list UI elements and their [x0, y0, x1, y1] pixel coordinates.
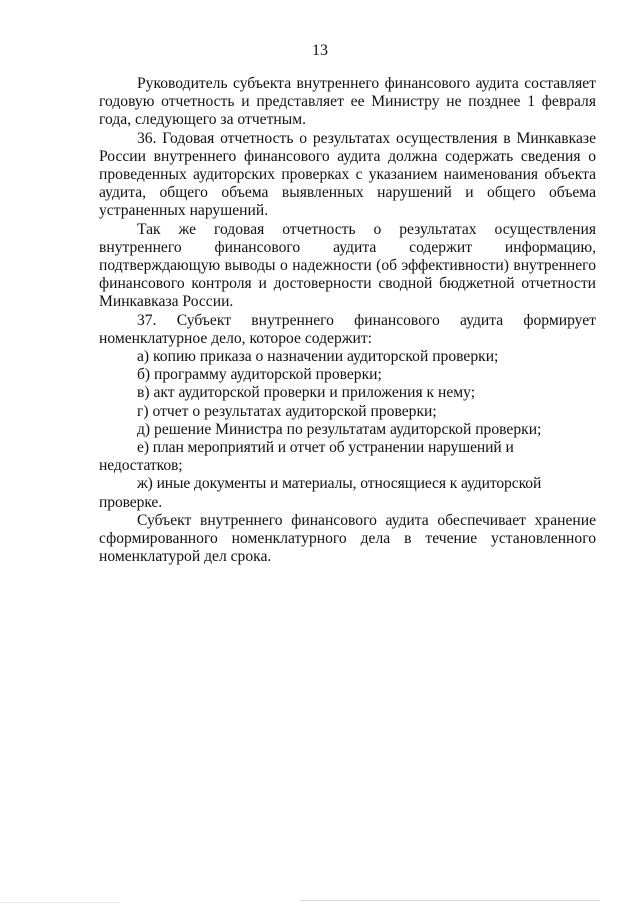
list-item-b: б) программу аудиторской проверки; [137, 366, 382, 384]
list-item-a: а) копию приказа о назначении аудиторской проверки; [137, 348, 499, 366]
scan-edge-line [300, 900, 600, 901]
paragraph-storage: Субъект внутреннего финансового аудита обеспечивает хранение сформированного номенклатурного дела в течение установленного номенклатурой дел срока. [99, 511, 596, 566]
paragraph-36: 36. Годовая отчетность о результатах осуществления в Минкавказе России внутреннего финансового аудита должна содержать сведения о проведенных аудиторских проверках с указанием наименования объекта аудита, общего объема выявленных нарушений и общего объема устраненных нарушений. [99, 129, 596, 220]
list-item-d: д) решение Министра по результатам аудиторской проверки; [137, 420, 542, 438]
paragraph-annual-reporting: Руководитель субъекта внутреннего финансового аудита составляет годовую отчетность и представляет ее Министру не позднее 1 февраля года, следующего за отчетным. [99, 75, 596, 129]
document-body [99, 75, 596, 566]
scan-edge-line-left [0, 902, 120, 903]
list-item-g: г) отчет о результатах аудиторской проверки; [137, 402, 437, 420]
page-number: 13 [312, 42, 328, 59]
list-item-zh: ж) иные документы и материалы, относящиеся к аудиторской проверке. [99, 475, 542, 511]
list-item-e: е) план мероприятий и отчет об устранении нарушений и недостатков; [99, 439, 514, 475]
list-item-v: в) акт аудиторской проверки и приложения к нему; [137, 384, 476, 402]
paragraph-annual-report-content: Так же годовая отчетность о результатах осуществления внутреннего финансового аудита содержит информацию, подтверждающую выводы о надежности (об эффективности) внутреннего финансового контроля и достоверности сводной бюджетной отчетности Минкавказа России. [99, 220, 596, 311]
paragraph-37: 37. Субъект внутреннего финансового аудита формирует номенклатурное дело, которое содержит: [99, 311, 596, 347]
